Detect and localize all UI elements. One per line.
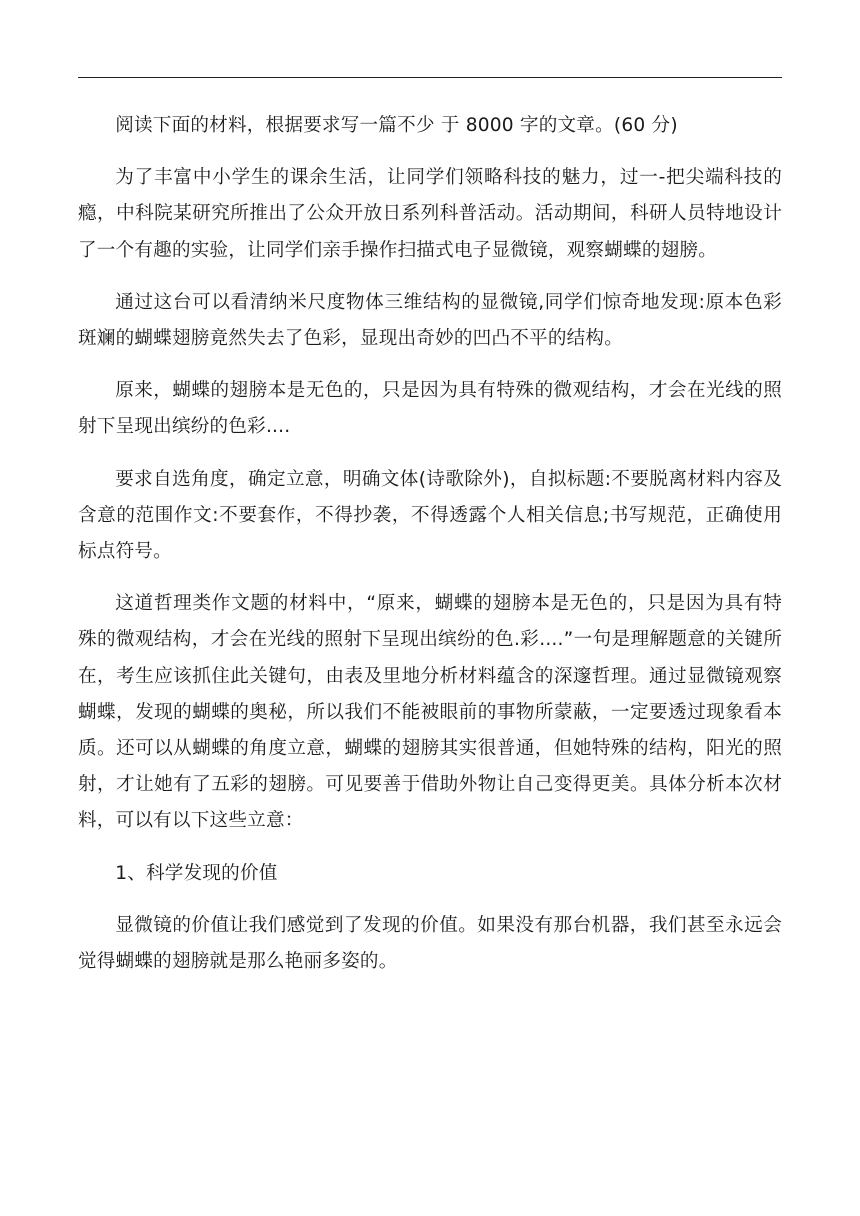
section-heading: 1、科学发现的价值 <box>115 862 278 884</box>
material-paragraph: 原来，蝴蝶的翅膀本是无色的，只是因为具有特殊的微观结构，才会在光线的照射下呈现出缤纷的色彩.... <box>78 380 782 438</box>
requirements-paragraph: 要求自选角度，确定立意，明确文体(诗歌除外)，自拟标题:不要脱离材料内容及含意的范围作文:不要套作，不得抄袭，不得透露个人相关信息;书写规范，正确使用标点符号。 <box>78 468 782 563</box>
section-paragraph: 显微镜的价值让我们感觉到了发现的价值。如果没有那台机器，我们甚至永远会觉得蝴蝶的翅膀就是那么艳丽多姿的。 <box>78 914 782 973</box>
material-paragraph: 为了丰富中小学生的课余生活，让同学们领略科技的魅力，过一-把尖端科技的瘾，中科院某研究所推出了公众开放日系列科普活动。活动期间，科研人员特地设计了一个有趣的实验，让同学们亲手操作扫描式电子显微镜，观察蝴蝶的翅膀。 <box>78 167 782 261</box>
analysis-paragraph: 这道哲理类作文题的材料中，“原来，蝴蝶的翅膀本是无色的，只是因为具有特殊的微观结构，才会在光线的照射下呈现出缤纷的色.彩....”一句是理解题意的关键所在，考生应该抓住此关键句，由表及里地分析材料蕴含的深邃哲理。通过显微镜观察蝴蝶，发现的蝴蝶的奥秘，所以我们不能被眼前的事物所蒙蔽，一定要透过现象看本质。还可以从蝴蝶的角度立意，蝴蝶的翅膀其实很普通，但她特殊的结构，阳光的照射，才让她有了五彩的翅膀。可见要善于借助外物让自己变得更美。具体分析本次材料，可以有以下这些立意： <box>78 593 782 832</box>
material-paragraph: 通过这台可以看清纳米尺度物体三维结构的显微镜,同学们惊奇地发现:原本色彩斑斓的蝴蝶翅膀竟然失去了色彩，显现出奇妙的凹凸不平的结构。 <box>78 291 782 350</box>
document-body <box>78 108 782 996</box>
prompt-instruction: 阅读下面的材料，根据要求写一篇不少 于 8000 字的文章。(60 分) <box>115 115 678 136</box>
header-rule <box>78 77 782 78</box>
